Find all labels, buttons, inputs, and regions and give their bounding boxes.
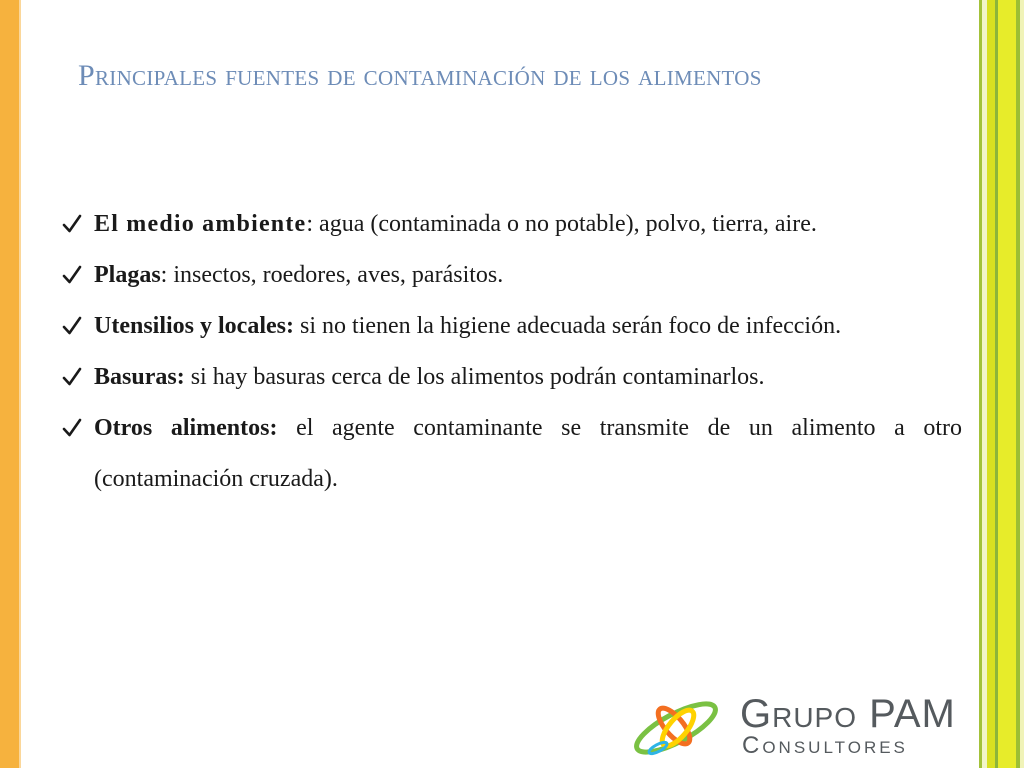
right-band-stripe <box>998 0 1016 768</box>
checkmark-icon <box>62 366 82 388</box>
bullet-term: Plagas <box>94 262 161 288</box>
bullet-item <box>62 301 962 352</box>
right-band-stripe <box>987 0 995 768</box>
bullet-text: si hay basuras cerca de los alimentos podrán contaminarlos. <box>184 364 765 390</box>
logo-company-name: Grupo PAM <box>740 692 956 736</box>
checkmark-icon <box>62 315 82 337</box>
bullet-text: : insectos, roedores, aves, parásitos. <box>160 262 504 288</box>
bullet-text: : agua (contaminada o no potable), polvo, tierra, aire. <box>306 211 817 237</box>
bullet-term: Basuras: <box>94 364 185 390</box>
bullet-item <box>62 250 962 301</box>
checkmark-icon <box>62 264 82 286</box>
orbit-logo-icon <box>628 690 724 764</box>
bullet-item <box>62 352 962 403</box>
bullet-text: el agente contaminante se transmite de un alimento a otro (contaminación cruzada). <box>94 415 963 492</box>
left-accent-bar <box>0 0 19 768</box>
bullet-term: El medio ambiente <box>94 211 307 237</box>
checkmark-icon <box>62 417 82 439</box>
bullet-term: Utensilios y locales: <box>94 313 294 339</box>
bullet-term: Otros alimentos: <box>94 415 278 441</box>
checkmark-icon <box>62 213 82 235</box>
left-accent-line <box>19 0 21 768</box>
bullet-list <box>62 199 962 505</box>
slide-title: Principales fuentes de contaminación de los alimentos <box>78 59 762 92</box>
bullet-item <box>62 403 962 505</box>
bullet-text: si no tienen la higiene adecuada serán foco de infección. <box>293 313 842 339</box>
bullet-item <box>62 199 962 250</box>
right-band-stripe <box>1020 0 1024 768</box>
right-decorative-band <box>979 0 1024 768</box>
company-logo <box>628 690 968 764</box>
logo-company-tagline: Consultores <box>742 732 908 759</box>
